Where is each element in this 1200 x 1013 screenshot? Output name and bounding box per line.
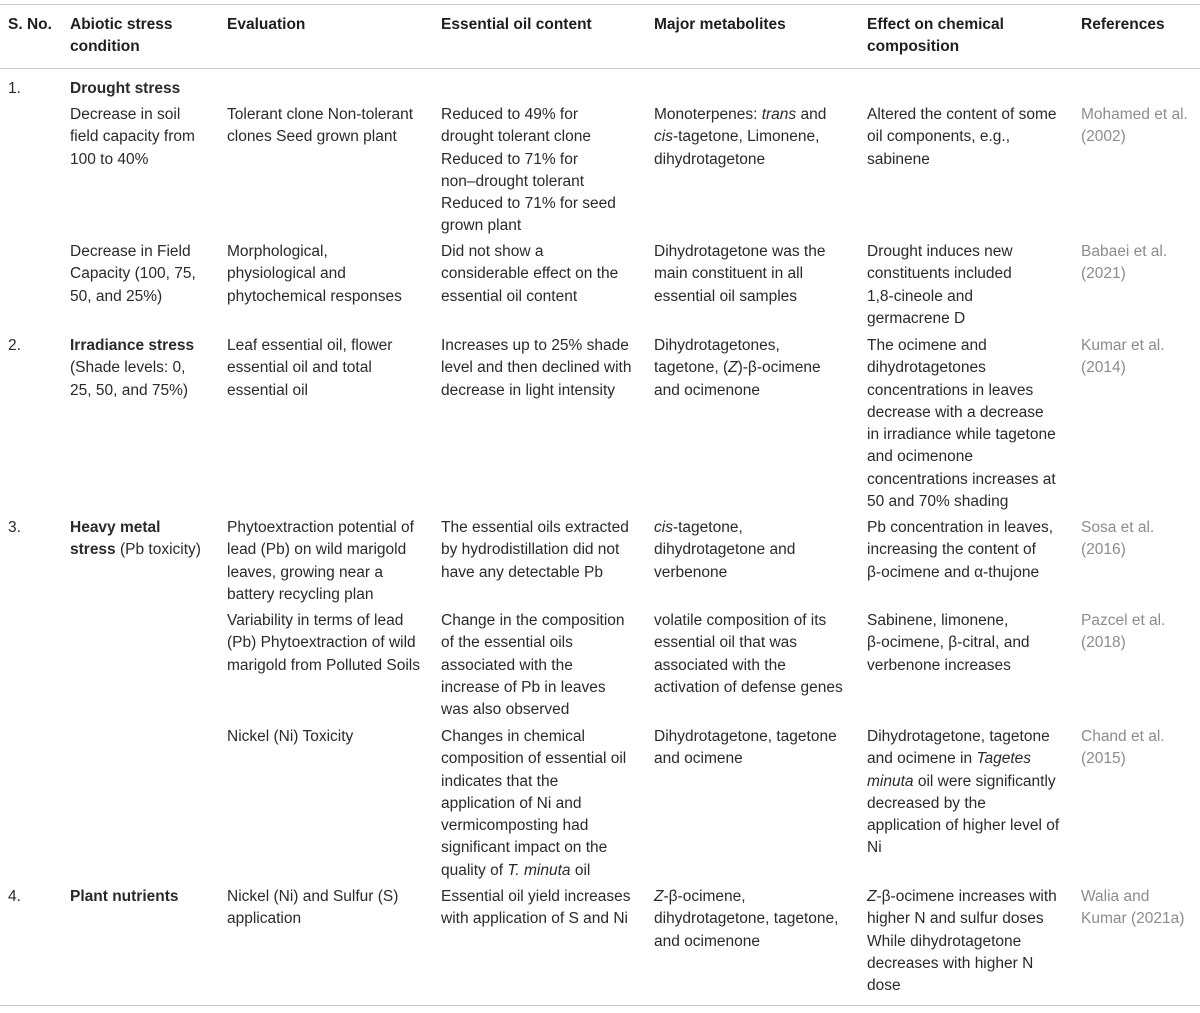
header-sno: S. No. [8, 16, 52, 33]
header-metabolites: Major metabolites [654, 16, 786, 33]
header-evaluation: Evaluation [227, 16, 306, 33]
reference-cell: Sosa et al. (2016) [1081, 519, 1155, 559]
condition-cell: Heavy metal stress (Pb toxicity) [70, 519, 201, 559]
group-number: 1. [8, 80, 21, 97]
condition-cell: Decrease in Field Capacity (100, 75, 50, and 25%) [70, 243, 196, 305]
group-number: 4. [8, 888, 21, 905]
header-condition: Abiotic stress condition [70, 16, 173, 56]
metabolites-cell: cis-tagetone, dihydrotagetone and verbenone [654, 519, 796, 581]
reference-cell: Kumar et al. (2014) [1081, 337, 1165, 377]
metabolites-cell: volatile composition of its essential oil that was associated with the activation of defense genes [654, 612, 843, 696]
metabolites-cell: Dihydrotagetone, tagetone and ocimene [654, 728, 837, 768]
effect-cell: Altered the content of some oil components, e.g., sabinene [867, 106, 1057, 168]
reference-cell: Chand et al. (2015) [1081, 728, 1165, 768]
metabolites-cell: Dihydrotagetone was the main constituent in all essential oil samples [654, 243, 826, 305]
condition-cell: Decrease in soil field capacity from 100 to 40% [70, 106, 195, 168]
oil-content-cell: Reduced to 49% for drought tolerant clone Reduced to 71% for non–drought tolerant Reduced to 71% for seed grown plant [441, 106, 616, 235]
group-title: Plant nutrients [70, 888, 179, 905]
reference-cell: Pazcel et al. (2018) [1081, 612, 1166, 652]
group-number: 3. [8, 519, 21, 536]
evaluation-cell: Variability in terms of lead (Pb) Phytoextraction of wild marigold from Polluted Soils [227, 612, 420, 674]
oil-content-cell: Essential oil yield increases with application of S and Ni [441, 888, 631, 928]
effect-cell: Dihydrotagetone, tagetone and ocimene in Tagetes minuta oil were significantly decreased by the application of higher level of Ni [867, 728, 1060, 857]
evaluation-cell: Leaf essential oil, flower essential oil and total essential oil [227, 337, 393, 399]
evaluation-cell: Nickel (Ni) and Sulfur (S) application [227, 888, 399, 928]
oil-content-cell: Change in the composition of the essential oils associated with the increase of Pb in leaves was also observed [441, 612, 625, 719]
effect-cell: Z-β-ocimene increases with higher N and sulfur doses While dihydrotagetone decreases with higher N dose [867, 888, 1057, 995]
oil-content-cell: Changes in chemical composition of essential oil indicates that the application of Ni and vermicomposting had significant impact on the quality of T. minuta oil [441, 728, 627, 879]
effect-cell: The ocimene and dihydrotagetones concentrations in leaves decrease with a decrease in irradiance while tagetone and ocimenone concentrations increases at 50 and 70% shading [867, 337, 1056, 511]
group-number: 2. [8, 337, 21, 354]
evaluation-cell: Nickel (Ni) Toxicity [227, 728, 354, 745]
table-bottom-rule [0, 1005, 1200, 1006]
evaluation-cell: Morphological, physiological and phytochemical responses [227, 243, 402, 305]
oil-content-cell: Did not show a considerable effect on the essential oil content [441, 243, 619, 305]
oil-content-cell: Increases up to 25% shade level and then declined with decrease in light intensity [441, 337, 632, 399]
group-title: Irradiance stress [70, 337, 195, 354]
oil-content-cell: The essential oils extracted by hydrodistillation did not have any detectable Pb [441, 519, 629, 581]
evaluation-cell: Tolerant clone Non-tolerant clones Seed grown plant [227, 106, 414, 146]
group-title: Heavy metal stress [70, 519, 161, 559]
reference-cell: Mohamed et al. (2002) [1081, 106, 1188, 146]
header-effect: Effect on chemical composition [867, 16, 1004, 56]
reference-cell: Walia and Kumar (2021a) [1081, 888, 1185, 928]
header-bottom-rule [0, 68, 1200, 69]
effect-cell: Sabinene, limonene, β-ocimene, β-citral, and verbenone increases [867, 612, 1030, 674]
header-references: References [1081, 16, 1165, 33]
evaluation-cell: Phytoextraction potential of lead (Pb) on wild marigold leaves, growing near a battery recycling plan [227, 519, 414, 603]
group-title: Drought stress [70, 80, 181, 97]
effect-cell: Drought induces new constituents included 1,8-cineole and germacrene D [867, 243, 1013, 327]
metabolites-cell: Z-β-ocimene, dihydrotagetone, tagetone, and ocimenone [654, 888, 839, 950]
condition-cell: Irradiance stress (Shade levels: 0, 25, 50, and 75%) [70, 337, 195, 399]
effect-cell: Pb concentration in leaves, increasing the content of β-ocimene and α-thujone [867, 519, 1054, 581]
metabolites-cell: Dihydrotagetones, tagetone, (Z)-β-ocimene and ocimenone [654, 337, 821, 399]
metabolites-cell: Monoterpenes: trans and cis-tagetone, Limonene, dihydrotagetone [654, 106, 827, 168]
table-top-rule [0, 4, 1200, 5]
header-oil-content: Essential oil content [441, 16, 592, 33]
reference-cell: Babaei et al. (2021) [1081, 243, 1168, 283]
